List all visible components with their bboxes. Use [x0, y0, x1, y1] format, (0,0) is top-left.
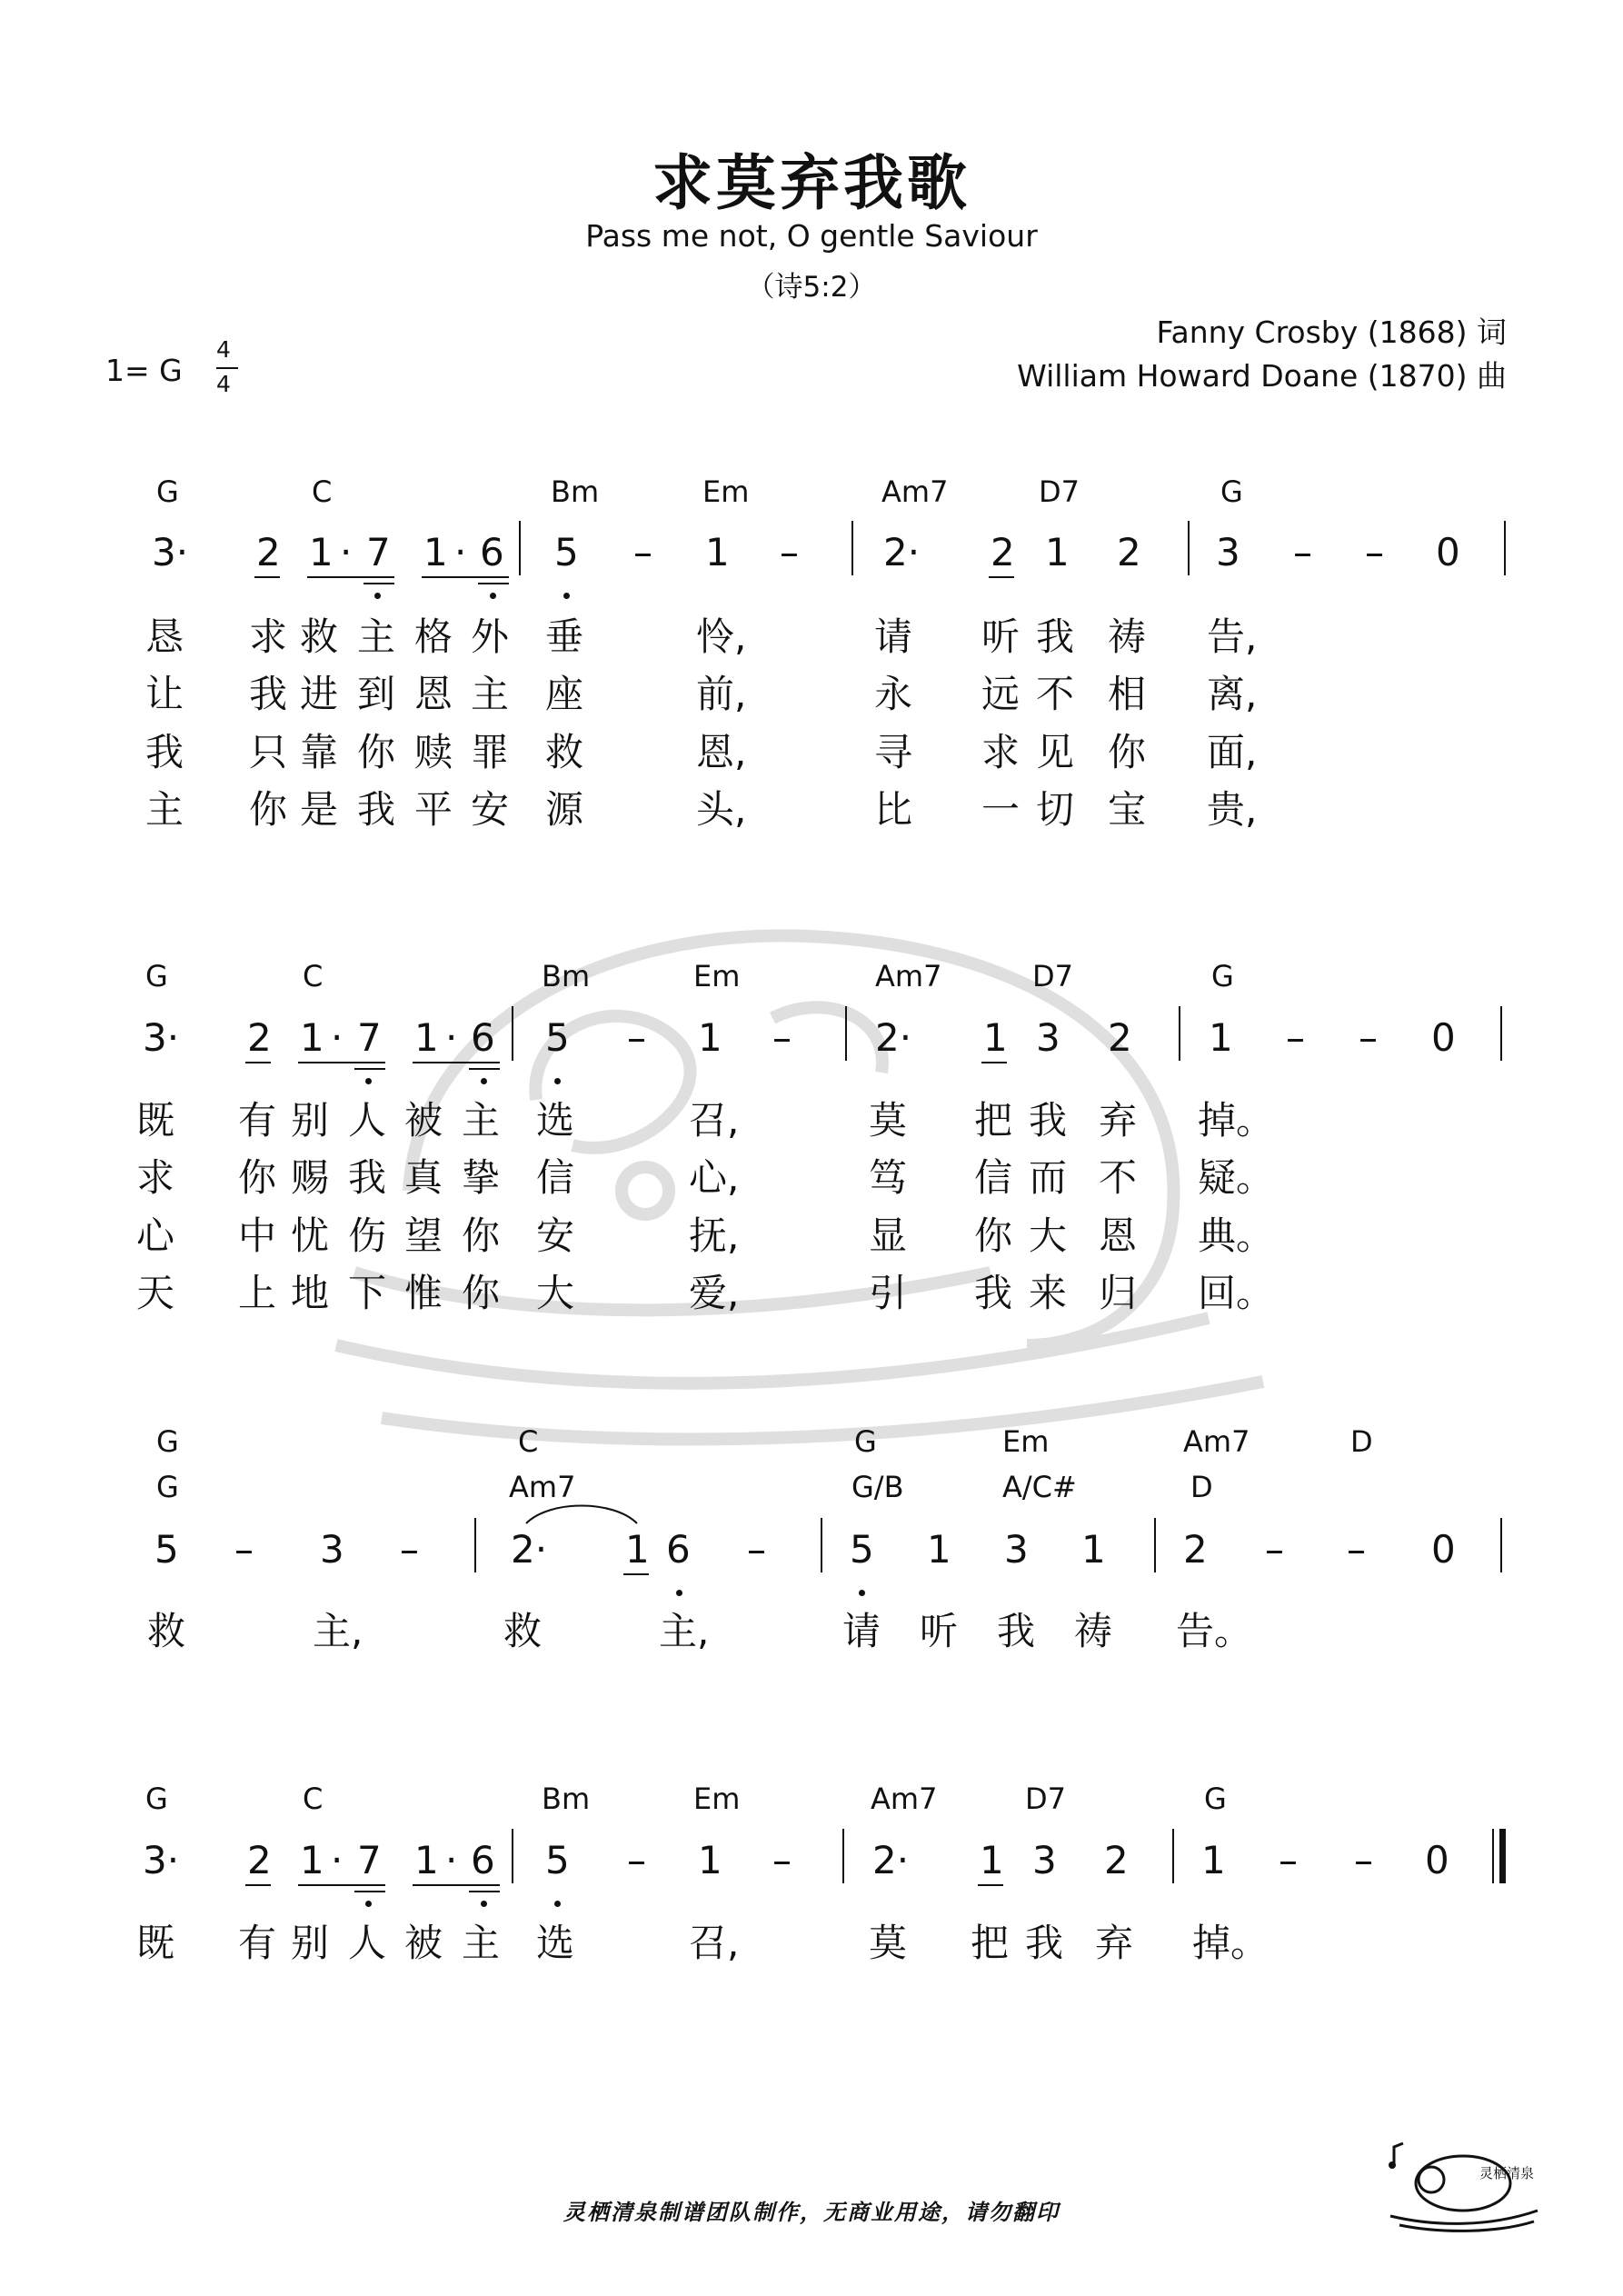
note: 3 — [1032, 1838, 1057, 1882]
note: 0 — [1431, 1015, 1456, 1060]
lyric: 挚 — [462, 1155, 501, 1200]
barline — [512, 1829, 513, 1883]
lyric: 切 — [1036, 787, 1075, 832]
note: 1 — [698, 1838, 722, 1882]
chord: Em — [693, 959, 741, 993]
lyric: 头, — [696, 787, 747, 832]
note: 1 — [927, 1527, 951, 1572]
lyric: 你 — [462, 1271, 501, 1315]
chord: Em — [702, 474, 750, 509]
lyric: 进 — [300, 672, 339, 716]
note: 6 — [471, 1838, 495, 1882]
chord: Em — [1002, 1424, 1050, 1459]
lyric: 天 — [136, 1271, 175, 1315]
lyric: 恩 — [1099, 1213, 1138, 1258]
lyric: 离, — [1207, 672, 1258, 716]
chord: G — [1204, 1782, 1227, 1816]
lyric: 求 — [249, 614, 288, 659]
note: 0 — [1425, 1838, 1449, 1882]
note: · — [445, 1838, 458, 1882]
lyric: 远 — [981, 672, 1021, 716]
note: 1 — [983, 1015, 1008, 1060]
chord: C — [303, 959, 324, 993]
barline — [842, 1829, 844, 1883]
lyric: 听 — [920, 1609, 959, 1653]
lyric: 永 — [874, 672, 913, 716]
note: – — [234, 1527, 254, 1572]
note: 2· — [511, 1527, 548, 1572]
lyric: 面, — [1207, 730, 1258, 774]
lyric: 既 — [136, 1098, 175, 1143]
lyric: 恩, — [696, 730, 747, 774]
lyric: 不 — [1036, 672, 1075, 716]
lyric: 源 — [545, 787, 584, 832]
barline — [1154, 1518, 1156, 1572]
barline — [1188, 521, 1190, 575]
lyric: 主 — [357, 614, 396, 659]
note: · — [331, 1838, 344, 1882]
lyric: 平 — [414, 787, 453, 832]
note: 1 — [980, 1838, 1004, 1882]
lyric: 你 — [238, 1155, 277, 1200]
note: 1 — [414, 1838, 439, 1882]
lyric: 我 — [357, 787, 396, 832]
chord: G — [854, 1424, 877, 1459]
lyric: 恳 — [145, 614, 184, 659]
note: 6 — [471, 1015, 495, 1060]
lyric: 救 — [503, 1609, 543, 1653]
lyric: 我 — [974, 1271, 1013, 1315]
underline — [354, 1891, 385, 1892]
lyric: 见 — [1036, 730, 1075, 774]
copyright-footer: 灵栖清泉制谱团队制作，无商业用途，请勿翻印 — [563, 2200, 1060, 2225]
lyric: 弃 — [1095, 1921, 1134, 1965]
underline — [298, 1884, 385, 1886]
underline — [623, 1573, 649, 1575]
lyric: 请 — [842, 1609, 881, 1653]
low-octave-dot — [563, 593, 570, 599]
lyric: 下 — [348, 1271, 387, 1315]
lyric: 怜, — [696, 614, 747, 659]
time-signature-top: 4 — [216, 336, 231, 363]
lyric: 你 — [1108, 730, 1147, 774]
underline — [354, 1068, 385, 1070]
lyric: 抚, — [689, 1213, 740, 1258]
lyric: 我 — [1025, 1921, 1064, 1965]
note: 1 — [705, 530, 730, 574]
note: – — [400, 1527, 419, 1572]
note: 2 — [247, 1838, 272, 1882]
lyric: 既 — [136, 1921, 175, 1965]
lyric: 你 — [249, 787, 288, 832]
lyric: 望 — [404, 1213, 443, 1258]
lyric: 疑。 — [1198, 1155, 1275, 1200]
note: 3 — [1004, 1527, 1029, 1572]
english-subtitle: Pass me not, O gentle Saviour — [585, 218, 1038, 254]
underline — [298, 1062, 385, 1063]
note: 1 — [1081, 1527, 1106, 1572]
lyric: 主, — [313, 1609, 363, 1653]
chord: G — [156, 1424, 179, 1459]
lyric: 上 — [238, 1271, 277, 1315]
lyric: 罪 — [471, 730, 510, 774]
note: 1 — [1045, 530, 1070, 574]
lyric: 召, — [689, 1098, 740, 1143]
final-barline-thin — [1492, 1829, 1494, 1883]
underline — [363, 583, 394, 584]
lyric: 求 — [136, 1155, 175, 1200]
time-signature-bottom: 4 — [216, 371, 231, 397]
lyric: 我 — [145, 730, 184, 774]
note: 1 — [1201, 1838, 1226, 1882]
lyric: 赎 — [414, 730, 453, 774]
lyric: 贵, — [1207, 787, 1258, 832]
lyric: 有 — [238, 1098, 277, 1143]
sheep-logo-icon — [1381, 2136, 1545, 2236]
lyric: 主, — [659, 1609, 710, 1653]
underline — [307, 576, 394, 578]
lyric: 被 — [404, 1098, 443, 1143]
low-octave-dot — [374, 593, 381, 599]
note: – — [772, 1838, 792, 1882]
chord: G — [1220, 474, 1243, 509]
lyric: 你 — [357, 730, 396, 774]
chord: C — [518, 1424, 539, 1459]
barline — [1500, 1518, 1502, 1572]
underline — [422, 576, 509, 578]
chord: A/C# — [1002, 1470, 1077, 1504]
lyric: 归 — [1099, 1271, 1138, 1315]
note: · — [454, 530, 467, 574]
lyric: 召, — [689, 1921, 740, 1965]
lyric: 有 — [238, 1921, 277, 1965]
note: 6 — [480, 530, 504, 574]
lyric: 伤 — [348, 1213, 387, 1258]
chord: G — [156, 474, 179, 509]
underline — [245, 1884, 271, 1886]
lyric: 主 — [471, 672, 510, 716]
lyric: 到 — [357, 672, 396, 716]
barline — [851, 521, 853, 575]
note: 6 — [666, 1527, 691, 1572]
note: – — [1293, 530, 1312, 574]
lyric: 不 — [1099, 1155, 1138, 1200]
barline — [1179, 1006, 1180, 1061]
note: 5 — [545, 1015, 570, 1060]
lyric: 来 — [1029, 1271, 1068, 1315]
chord: D — [1350, 1424, 1373, 1459]
lyric: 弃 — [1099, 1098, 1138, 1143]
underline — [981, 1062, 1007, 1063]
lyric: 掉。 — [1192, 1921, 1270, 1965]
lyric: 显 — [869, 1213, 908, 1258]
note: 1 — [423, 530, 448, 574]
note: – — [1279, 1838, 1298, 1882]
note: 1 — [414, 1015, 439, 1060]
slur — [523, 1496, 641, 1527]
barline — [519, 521, 521, 575]
chord: G — [1211, 959, 1234, 993]
underline — [978, 1884, 1003, 1886]
logo-text: 灵栖清泉 — [1479, 2165, 1535, 2181]
lyric: 惟 — [404, 1271, 443, 1315]
note: 3· — [143, 1015, 180, 1060]
lyric: 祷 — [1108, 614, 1147, 659]
note: 2 — [256, 530, 281, 574]
low-octave-dot — [365, 1901, 372, 1907]
low-octave-dot — [676, 1590, 682, 1596]
note: – — [1365, 530, 1384, 574]
chord: G/B — [851, 1470, 904, 1504]
lyric: 我 — [348, 1155, 387, 1200]
lyric: 笃 — [869, 1155, 908, 1200]
note: 7 — [357, 1015, 382, 1060]
chord: Bm — [542, 1782, 591, 1816]
lyric: 救 — [147, 1609, 186, 1653]
lyric: 安 — [536, 1213, 575, 1258]
lyric: 心, — [689, 1155, 740, 1200]
chord: D7 — [1032, 959, 1073, 993]
lyric: 外 — [471, 614, 510, 659]
chord: C — [303, 1782, 324, 1816]
note: 1 — [309, 530, 334, 574]
note: 3 — [1216, 530, 1240, 574]
note: 1 — [300, 1015, 324, 1060]
lyric: 祷 — [1074, 1609, 1113, 1653]
lyric: 只 — [249, 730, 288, 774]
lyric: 大 — [536, 1271, 575, 1315]
lyric: 真 — [404, 1155, 443, 1200]
lyric: 我 — [1036, 614, 1075, 659]
lyric: 把 — [971, 1921, 1010, 1965]
lyric: 把 — [974, 1098, 1013, 1143]
chord: Em — [693, 1782, 741, 1816]
lyric: 人 — [348, 1921, 387, 1965]
lyric: 你 — [974, 1213, 1013, 1258]
note: 1 — [1209, 1015, 1233, 1060]
lyric: 主 — [462, 1098, 501, 1143]
barline — [1172, 1829, 1174, 1883]
note: – — [1354, 1838, 1373, 1882]
lyric: 安 — [471, 787, 510, 832]
note: – — [1347, 1527, 1366, 1572]
underline — [413, 1884, 500, 1886]
lyric: 救 — [545, 730, 584, 774]
lyric: 赐 — [291, 1155, 330, 1200]
lyric: 别 — [291, 1921, 330, 1965]
underline — [478, 583, 509, 584]
lyric: 中 — [238, 1213, 277, 1258]
low-octave-dot — [481, 1078, 487, 1084]
note: – — [780, 530, 799, 574]
key-signature: 1= G — [105, 353, 183, 388]
lyric: 信 — [974, 1155, 1013, 1200]
song-title: 求莫弃我歌 — [652, 148, 971, 218]
note: 2 — [1117, 530, 1141, 574]
note: 2 — [1104, 1838, 1129, 1882]
note: 3· — [143, 1838, 180, 1882]
note: 5 — [545, 1838, 570, 1882]
underline — [245, 1062, 271, 1063]
lyricist-credit: Fanny Crosby (1868) 词 — [1156, 314, 1507, 350]
final-barline-thick — [1499, 1829, 1506, 1883]
underline — [989, 576, 1014, 578]
note: – — [627, 1838, 646, 1882]
note: 5 — [154, 1527, 179, 1572]
chord: Am7 — [871, 1782, 938, 1816]
lyric: 选 — [536, 1921, 575, 1965]
note: 2 — [1108, 1015, 1132, 1060]
lyric: 座 — [545, 672, 584, 716]
low-octave-dot — [859, 1590, 865, 1596]
note: – — [772, 1015, 792, 1060]
note: 3 — [320, 1527, 344, 1572]
note: 0 — [1431, 1527, 1456, 1572]
note: – — [627, 1015, 646, 1060]
lyric: 地 — [291, 1271, 330, 1315]
lyric: 心 — [136, 1213, 175, 1258]
note: 2 — [247, 1015, 272, 1060]
lyric: 信 — [536, 1155, 575, 1200]
lyric: 告, — [1207, 614, 1258, 659]
underline — [254, 576, 280, 578]
note: 0 — [1436, 530, 1460, 574]
note: 2· — [883, 530, 921, 574]
underline — [469, 1891, 500, 1892]
note: 2· — [872, 1838, 910, 1882]
note: 2 — [1183, 1527, 1208, 1572]
lyric: 前, — [696, 672, 747, 716]
barline — [474, 1518, 476, 1572]
note: – — [1359, 1015, 1378, 1060]
lyric: 人 — [348, 1098, 387, 1143]
barline — [512, 1006, 513, 1061]
lyric: 恩 — [414, 672, 453, 716]
lyric: 忧 — [291, 1213, 330, 1258]
note: 3 — [1036, 1015, 1060, 1060]
note: 2· — [875, 1015, 912, 1060]
chord: Am7 — [875, 959, 942, 993]
note: · — [340, 530, 353, 574]
lyric: 别 — [291, 1098, 330, 1143]
lyric: 被 — [404, 1921, 443, 1965]
chord: Am7 — [1183, 1424, 1250, 1459]
lyric: 宝 — [1108, 787, 1147, 832]
chord: G — [156, 1470, 179, 1504]
scripture-reference: （诗5:2） — [746, 271, 877, 304]
note: – — [633, 530, 652, 574]
chord: D — [1190, 1470, 1213, 1504]
barline — [845, 1006, 847, 1061]
chord: C — [312, 474, 333, 509]
note: – — [1265, 1527, 1284, 1572]
lyric: 引 — [869, 1271, 908, 1315]
lyric: 回。 — [1198, 1271, 1275, 1315]
chord: D7 — [1025, 1782, 1066, 1816]
underline — [413, 1062, 500, 1063]
low-octave-dot — [481, 1901, 487, 1907]
lyric: 你 — [462, 1213, 501, 1258]
lyric: 垂 — [545, 614, 584, 659]
lyric: 请 — [874, 614, 913, 659]
barline — [1504, 521, 1506, 575]
lyric: 而 — [1029, 1155, 1068, 1200]
lyric: 我 — [1029, 1098, 1068, 1143]
lyric: 选 — [536, 1098, 575, 1143]
lyric: 相 — [1108, 672, 1147, 716]
note: 2 — [991, 530, 1015, 574]
note: 7 — [357, 1838, 382, 1882]
lyric: 听 — [981, 614, 1021, 659]
chord: Am7 — [881, 474, 949, 509]
chord: Bm — [542, 959, 591, 993]
barline — [1500, 1006, 1502, 1061]
lyric: 格 — [414, 614, 453, 659]
note: 7 — [366, 530, 391, 574]
lyric: 我 — [249, 672, 288, 716]
note: 1 — [300, 1838, 324, 1882]
note: 5 — [850, 1527, 874, 1572]
lyric: 莫 — [869, 1921, 908, 1965]
lyric: 掉。 — [1198, 1098, 1275, 1143]
note: 5 — [554, 530, 579, 574]
lyric: 靠 — [300, 730, 339, 774]
note: · — [331, 1015, 344, 1060]
lyric: 主 — [145, 787, 184, 832]
lyric: 比 — [874, 787, 913, 832]
lyric: 爱, — [689, 1271, 740, 1315]
note: 3· — [152, 530, 189, 574]
lyric: 我 — [997, 1609, 1036, 1653]
chord: Am7 — [509, 1470, 576, 1504]
lyric: 求 — [981, 730, 1021, 774]
time-signature-line — [216, 367, 238, 369]
low-octave-dot — [365, 1078, 372, 1084]
lyric: 让 — [145, 672, 184, 716]
note: – — [747, 1527, 766, 1572]
lyric: 主 — [462, 1921, 501, 1965]
barline — [821, 1518, 822, 1572]
lyric: 救 — [300, 614, 339, 659]
chord: D7 — [1039, 474, 1080, 509]
low-octave-dot — [490, 593, 496, 599]
note: 1 — [698, 1015, 722, 1060]
chord: Bm — [551, 474, 600, 509]
lyric: 是 — [300, 787, 339, 832]
note: 1 — [625, 1527, 650, 1572]
note: · — [445, 1015, 458, 1060]
chord: G — [145, 959, 168, 993]
lyric: 寻 — [874, 730, 913, 774]
composer-credit: William Howard Doane (1870) 曲 — [1017, 358, 1507, 394]
lyric: 典。 — [1198, 1213, 1275, 1258]
low-octave-dot — [554, 1078, 561, 1084]
lyric: 大 — [1029, 1213, 1068, 1258]
lyric: 一 — [981, 787, 1021, 832]
lyric: 告。 — [1176, 1609, 1253, 1653]
lyric: 莫 — [869, 1098, 908, 1143]
underline — [469, 1068, 500, 1070]
chord: G — [145, 1782, 168, 1816]
low-octave-dot — [554, 1901, 561, 1907]
note: – — [1286, 1015, 1305, 1060]
